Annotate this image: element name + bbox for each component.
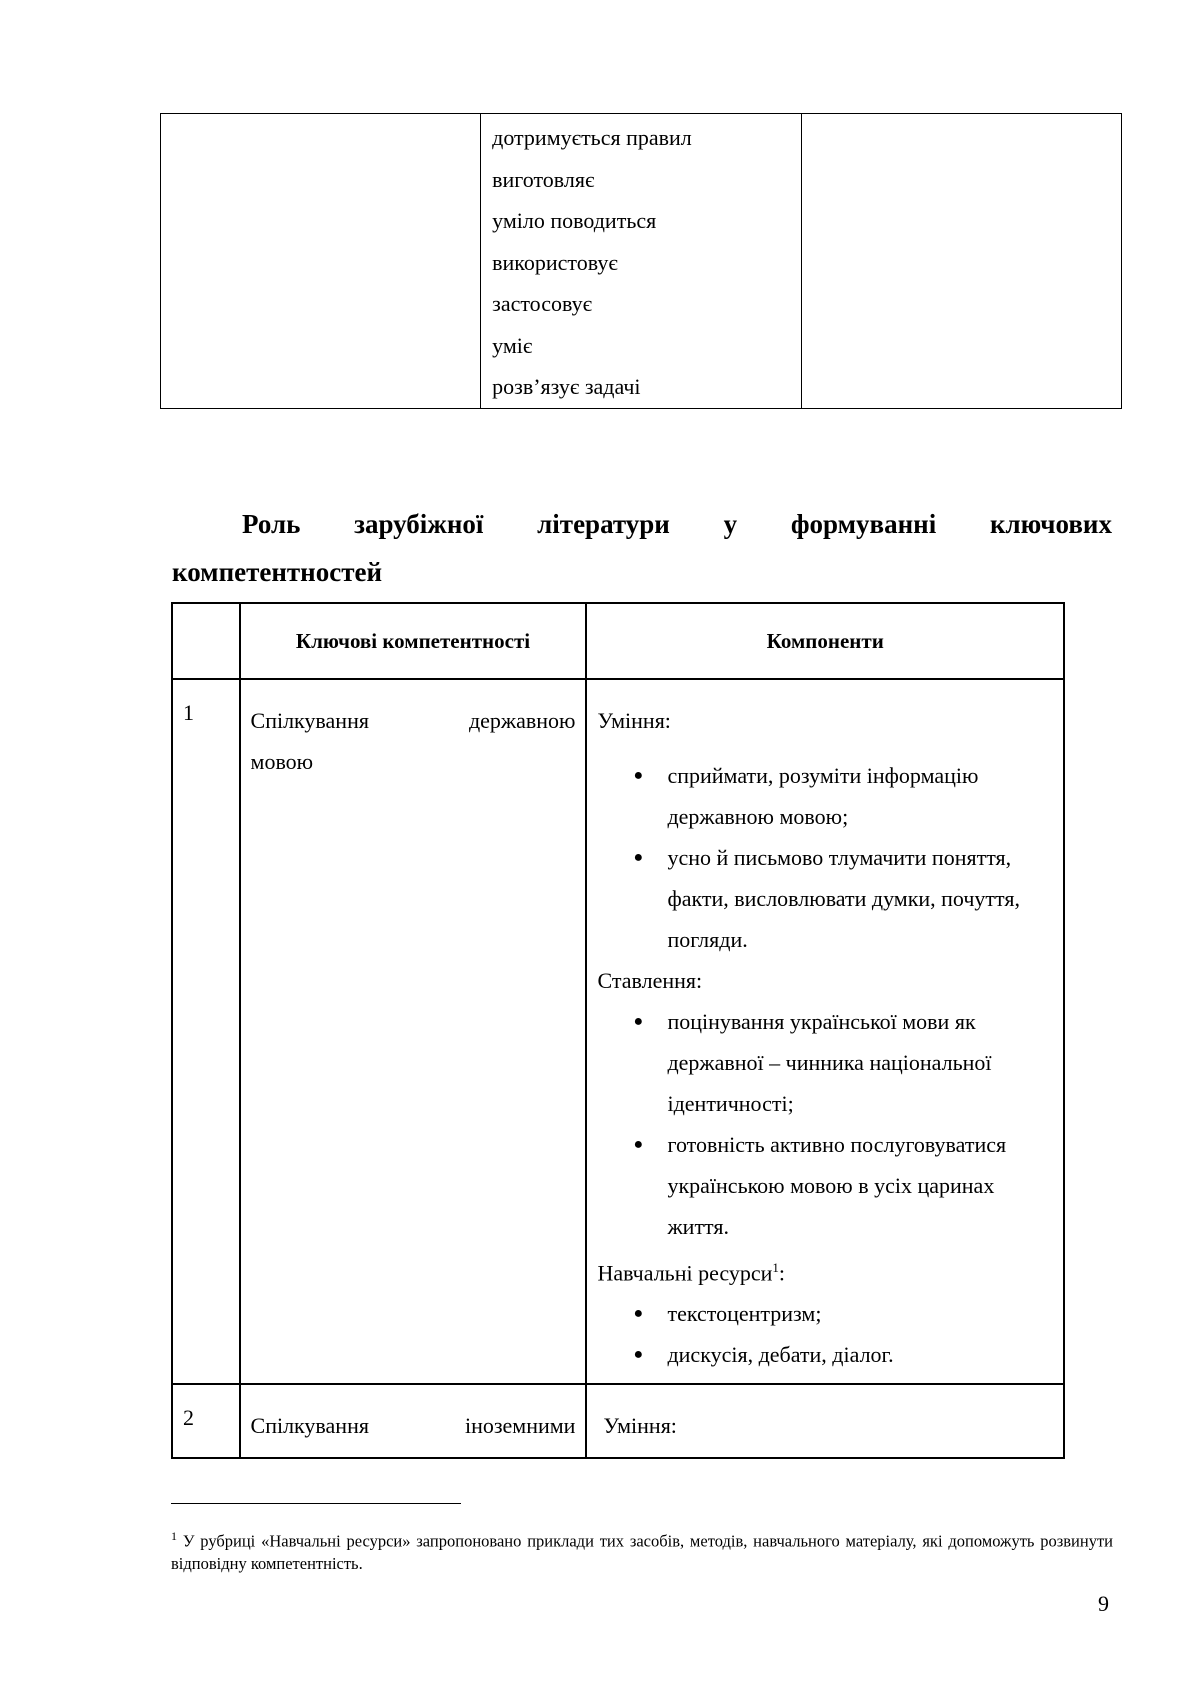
key-word: мовою: [250, 749, 314, 774]
table-row: [161, 114, 1122, 409]
heading-word: формуванні: [790, 509, 937, 539]
list-item: ● сприймати, розуміти інформацію державною мовою;: [597, 755, 1053, 837]
footnote: [171, 1525, 1113, 1575]
key-competence: [241, 1385, 586, 1446]
row-number-cell: [172, 679, 240, 1384]
section-label: Ставлення:: [597, 968, 703, 993]
list-item: використовує: [492, 249, 618, 275]
table-row: [172, 1384, 1064, 1458]
table-cell-empty: [801, 114, 1121, 409]
key-word: іноземними: [464, 1413, 576, 1439]
list-item: розв’язує задачі: [492, 374, 641, 399]
header-key-competences: Ключові компетентності: [240, 603, 587, 679]
list-item: застосовує: [492, 291, 593, 316]
key-competence-cell: [240, 1384, 587, 1458]
row-number-cell: [172, 1384, 240, 1458]
row-number: 2: [183, 1405, 194, 1431]
heading-word: у: [723, 509, 738, 539]
heading-word: ключових: [989, 509, 1112, 539]
header-components: Компоненти: [586, 603, 1064, 679]
action-list: [481, 114, 801, 408]
section-label: Уміння:: [597, 708, 671, 733]
heading-line-2: компетентностей: [172, 557, 383, 587]
key-word: Спілкування: [250, 1413, 369, 1439]
section-label: [597, 1247, 1053, 1293]
footnote-text: У рубриці «Навчальні ресурси» запропоновано приклади тих засобів, методів, навчального матеріалу, які допоможуть розвинути відповідну компетентність.: [171, 1531, 1113, 1573]
table-row: [172, 679, 1064, 1384]
heading-word: Роль: [242, 509, 301, 539]
section-label-suffix: :: [778, 1260, 786, 1286]
list-item: виготовляє: [492, 166, 595, 192]
list-item: ● поцінування української мови як державної – чинника національної ідентичності;: [597, 1001, 1053, 1124]
section-heading: [172, 500, 1112, 596]
footnote-separator: [171, 1503, 461, 1504]
heading-line-1: [172, 500, 1112, 548]
list-item: ● готовність активно послуговуватися українською мовою в усіх царинах життя.: [597, 1124, 1053, 1247]
bullet-list: [597, 1293, 1053, 1375]
continuation-table: [160, 113, 1122, 409]
section-label-text: Навчальні ресурси: [597, 1260, 773, 1286]
components-content: [587, 1385, 1063, 1454]
row-number: 1: [183, 700, 194, 725]
list-item: дотримується правил: [492, 125, 692, 150]
footnote-number: 1: [171, 1529, 177, 1543]
bullet-list: [597, 755, 1053, 960]
key-word: Спілкування: [250, 708, 369, 733]
heading-word: літератури: [537, 509, 670, 539]
table-cell-empty: [161, 114, 481, 409]
section-label: Уміння:: [603, 1413, 677, 1439]
footnote-marker[interactable]: 1: [772, 1260, 779, 1275]
competences-table: [171, 602, 1065, 1459]
page-number: 9: [1098, 1591, 1109, 1616]
key-word: державною: [468, 708, 576, 733]
list-item: уміє: [492, 332, 533, 358]
components-cell: [586, 679, 1064, 1384]
components-content: [587, 680, 1063, 1383]
list-item: ● усно й письмово тлумачити поняття, факти, висловлювати думки, почуття, погляди.: [597, 837, 1053, 960]
list-item: уміло поводиться: [492, 208, 657, 233]
key-competence-cell: [240, 679, 587, 1384]
table-cell-actions: [481, 114, 802, 409]
components-cell: [586, 1384, 1064, 1458]
list-item: ● текстоцентризм;: [597, 1293, 1053, 1334]
key-competence: [241, 680, 586, 782]
header-num: [172, 603, 240, 679]
heading-word: зарубіжної: [354, 509, 484, 539]
table-header-row: [172, 603, 1064, 679]
bullet-list: [597, 1001, 1053, 1247]
list-item: ● дискусія, дебати, діалог.: [597, 1334, 1053, 1375]
